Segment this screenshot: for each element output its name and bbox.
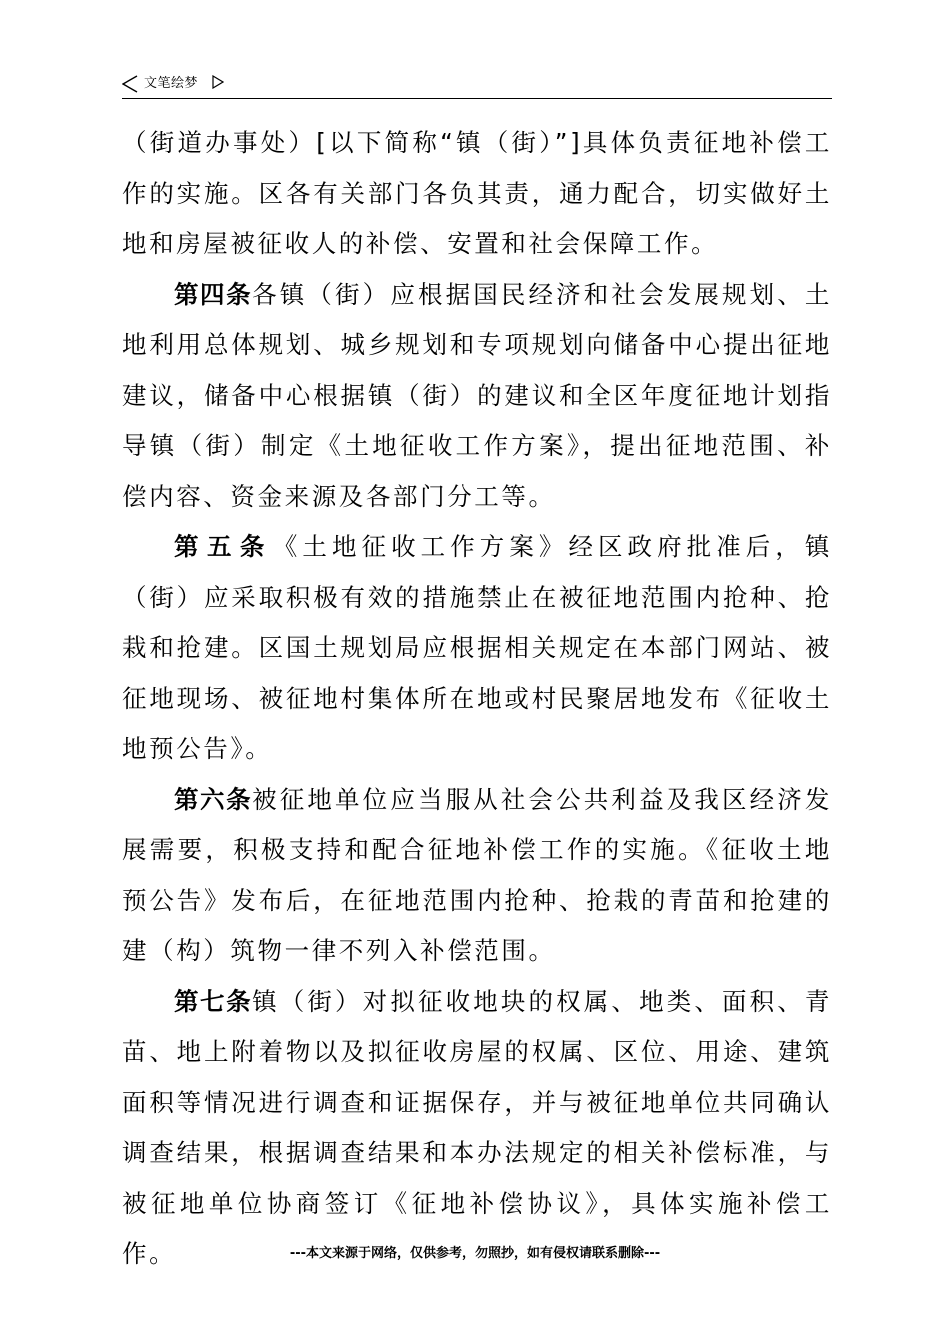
- paragraph-article-5: [122, 522, 832, 775]
- article-number: 第四条: [174, 279, 253, 309]
- page-footer: ---本文来源于网络，仅供参考，勿照抄，如有侵权请联系删除---: [289, 1246, 661, 1261]
- paragraph-text: （街道办事处）[以下简称“镇（街）”]具体负责征地补偿工作的实施。区各有关部门各负其责，通力配合，切实做好土地和房屋被征收人的补偿、安置和社会保障工作。: [122, 128, 832, 258]
- triangle-left-icon: [122, 75, 138, 93]
- page-header: [122, 72, 830, 98]
- paragraph-text: 被征地单位应当服从社会公共利益及我区经济发展需要，积极支持和配合征地补偿工作的实施。《征收土地预公告》发布后，在征地范围内抢种、抢栽的青苗和抢建的建（构）筑物一律不列入补偿范围。: [122, 784, 832, 965]
- paragraph-text: 各镇（街）应根据国民经济和社会发展规划、土地利用总体规划、城乡规划和专项规划向储备中心提出征地建议，储备中心根据镇（街）的建议和全区年度征地计划指导镇（街）制定《土地征收工作方案》，提出征地范围、补偿内容、资金来源及各部门分工等。: [122, 279, 832, 511]
- paragraph-continuation: [122, 118, 832, 270]
- paragraph-text: 镇（街）对拟征收地块的权属、地类、面积、青苗、地上附着物以及拟征收房屋的权属、区位、用途、建筑面积等情况进行调查和证据保存，并与被征地单位共同确认调查结果，根据调查结果和本办法规定的相关补偿标准，与被征地单位协商签订《征地补偿协议》，具体实施补偿工作。: [122, 986, 832, 1268]
- paragraph-article-4: [122, 270, 832, 523]
- triangle-right-icon: [212, 75, 224, 89]
- paragraph-article-6: [122, 775, 832, 977]
- header-title: 文笔绘梦: [144, 76, 199, 91]
- paragraph-text: 《土地征收工作方案》经区政府批准后，镇（街）应采取积极有效的措施禁止在被征地范围内抢种、抢栽和抢建。区国土规划局应根据相关规定在本部门网站、被征地现场、被征地村集体所在地或村民聚居地发布《征收土地预公告》。: [122, 532, 832, 763]
- document-body: [122, 118, 832, 1280]
- header-divider: [122, 98, 832, 99]
- article-number: 第五条: [174, 532, 273, 561]
- paragraph-article-7: [122, 977, 832, 1280]
- article-number: 第六条: [174, 784, 253, 814]
- article-number: 第七条: [174, 986, 253, 1016]
